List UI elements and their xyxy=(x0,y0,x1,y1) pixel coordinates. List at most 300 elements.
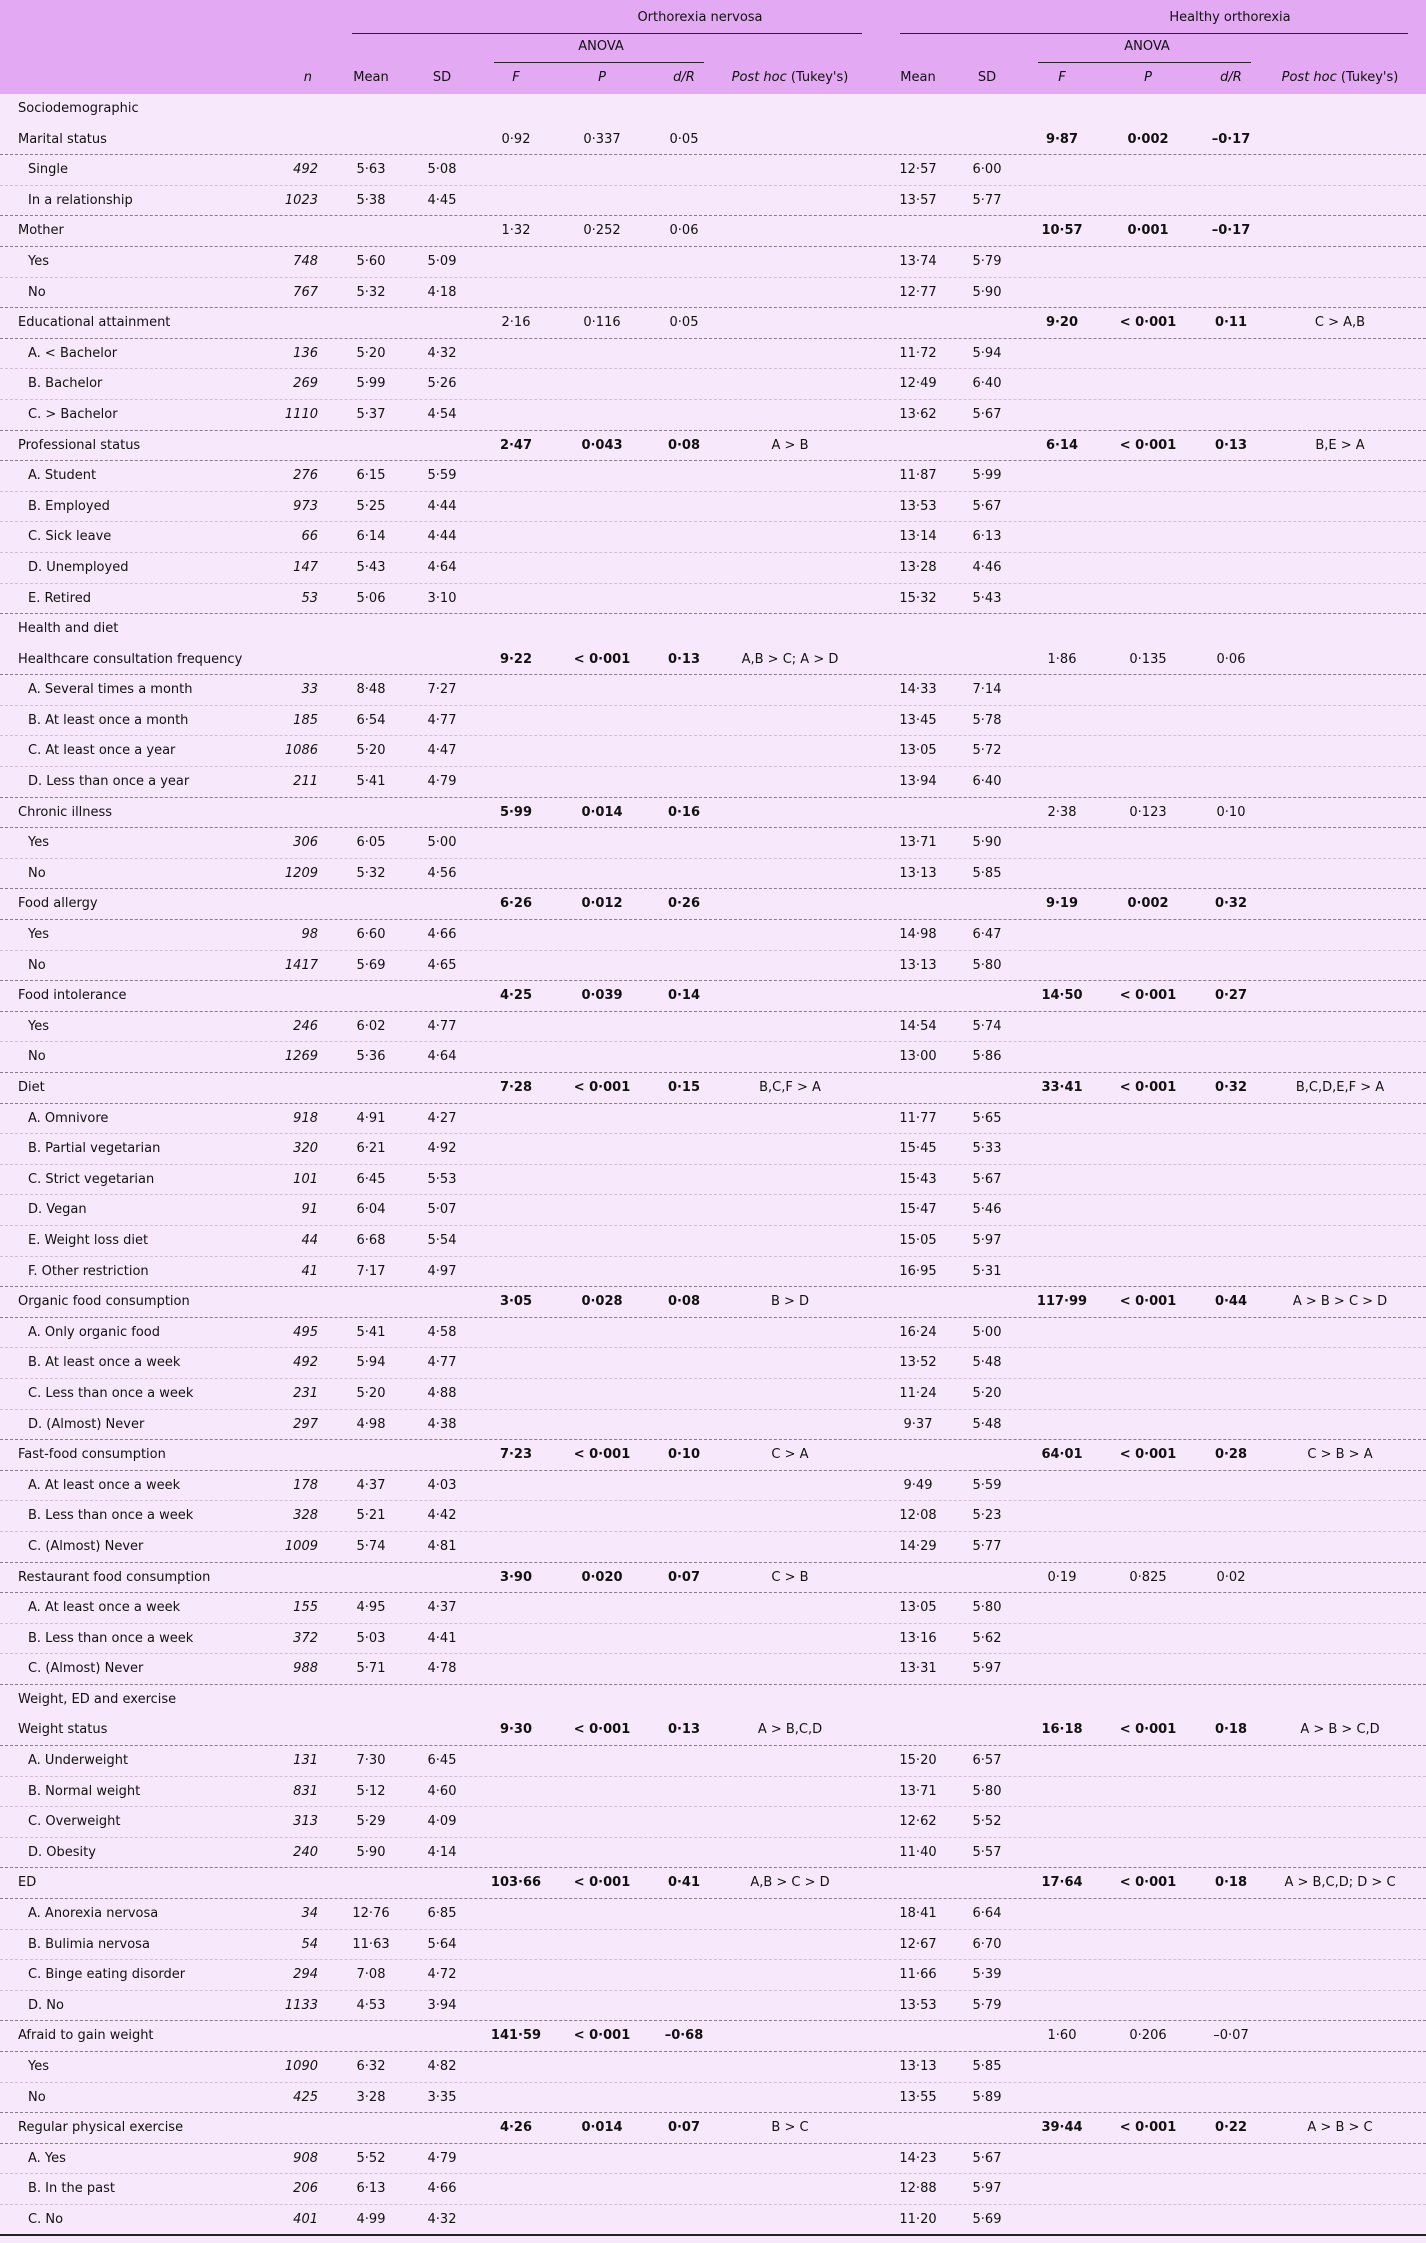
on-mean-value: 5·32 xyxy=(356,865,386,881)
level-row xyxy=(0,1226,1426,1257)
n-value: 136 xyxy=(293,345,318,361)
on-sd-value: 4·38 xyxy=(427,1416,457,1432)
ho-f-value: 10·57 xyxy=(1041,223,1083,239)
n-value: 328 xyxy=(293,1508,318,1524)
ho-p-value: 0·825 xyxy=(1129,1569,1167,1585)
ho-posthoc-value: A > B > C,D xyxy=(1300,1722,1380,1738)
ho-f-value: 9·87 xyxy=(1045,131,1079,147)
on-dr-value: 0·15 xyxy=(667,1080,701,1095)
ho-f-value: 2·38 xyxy=(1047,804,1077,820)
on-dr-value: –0·68 xyxy=(664,2028,704,2044)
ho-dr-value: 0·11 xyxy=(1214,315,1248,331)
ho-mean-value: 13·55 xyxy=(899,2089,937,2105)
on-mean-value: 7·30 xyxy=(356,1753,386,1769)
ho-sd-value: 5·79 xyxy=(972,1997,1002,2013)
on-mean-value: 6·45 xyxy=(356,1171,386,1187)
n-value: 246 xyxy=(293,1018,318,1034)
on-posthoc-value xyxy=(730,889,850,919)
ho-dr-value: –0·17 xyxy=(1211,223,1251,239)
ho-f-value: 14·50 xyxy=(1041,988,1083,1004)
row-label: Weight status xyxy=(18,1722,108,1738)
on-sd-value: 4·60 xyxy=(427,1783,457,1799)
variable-row xyxy=(0,431,1426,462)
on-mean-value: 5·94 xyxy=(356,1355,386,1371)
ho-mean-value: 13·16 xyxy=(899,1630,937,1646)
n-value: 131 xyxy=(293,1753,318,1769)
on-mean-value: 5·38 xyxy=(356,192,386,208)
section-row xyxy=(0,614,1426,645)
on-mean-value: 5·32 xyxy=(356,284,386,300)
ho-mean-value: 12·57 xyxy=(899,162,937,178)
on-mean-value: 5·90 xyxy=(356,1844,386,1860)
row-label: ED xyxy=(18,1875,37,1891)
table-header xyxy=(0,0,1426,94)
on-dr-value: 0·10 xyxy=(667,1447,701,1463)
row-label: E. Retired xyxy=(28,590,91,606)
level-row xyxy=(0,1012,1426,1043)
section-row xyxy=(0,1685,1426,1716)
ho-mean-value: 15·45 xyxy=(899,1141,937,1157)
ho-mean-value: 15·05 xyxy=(899,1232,937,1248)
row-label: Sociodemographic xyxy=(18,101,139,116)
on-sd-value: 5·00 xyxy=(427,835,457,851)
level-row xyxy=(0,1195,1426,1226)
ho-sd-value: 6·13 xyxy=(972,529,1002,545)
ho-mean-value: 15·32 xyxy=(899,590,937,606)
level-row xyxy=(0,1654,1426,1685)
ho-mean-value: 15·47 xyxy=(899,1202,937,1218)
on-mean-value: 5·20 xyxy=(356,345,386,361)
row-label: No xyxy=(28,1049,46,1065)
variable-row xyxy=(0,2113,1426,2144)
row-label: Yes xyxy=(28,927,49,943)
ho-p-value: < 0·001 xyxy=(1119,315,1177,331)
ho-sd-value: 5·80 xyxy=(972,1600,1002,1616)
ho-mean-value: 9·49 xyxy=(903,1477,933,1493)
row-label: Single xyxy=(28,162,68,178)
ho-dr-value: 0·10 xyxy=(1216,804,1246,820)
ho-p-value: < 0·001 xyxy=(1119,1722,1177,1738)
row-label: D. Less than once a year xyxy=(28,774,190,790)
level-row xyxy=(0,828,1426,859)
ho-posthoc-value: A > B,C,D; D > C xyxy=(1284,1875,1396,1891)
row-label: C. (Almost) Never xyxy=(28,1661,144,1677)
on-f-value: 141·59 xyxy=(490,2028,542,2044)
ho-mean-value: 11·40 xyxy=(899,1844,937,1860)
on-sd-value: 4·03 xyxy=(427,1477,457,1493)
ho-mean-value: 12·08 xyxy=(899,1508,937,1524)
row-label: In a relationship xyxy=(28,192,133,208)
n-heading: n xyxy=(303,70,312,85)
ho-mean-value: 12·49 xyxy=(899,376,937,392)
row-label: C. Less than once a week xyxy=(28,1385,194,1401)
n-value: 748 xyxy=(293,253,318,269)
row-label: No xyxy=(28,2089,46,2105)
level-row xyxy=(0,736,1426,767)
n-value: 66 xyxy=(301,529,318,545)
row-label: Yes xyxy=(28,2059,49,2074)
n-value: 294 xyxy=(293,1967,318,1983)
on-dr-value: 0·08 xyxy=(667,1294,701,1310)
ho-mean-value: 14·23 xyxy=(899,2150,937,2166)
ho-p-value: < 0·001 xyxy=(1119,988,1177,1004)
sd-heading: SD xyxy=(977,70,997,85)
on-posthoc-value: A > B xyxy=(771,437,809,453)
row-label: B. At least once a week xyxy=(28,1355,181,1371)
n-value: 178 xyxy=(293,1477,318,1493)
on-mean-value: 5·43 xyxy=(356,559,386,575)
ho-sd-value: 5·67 xyxy=(972,1171,1002,1187)
ho-mean-value: 13·14 xyxy=(899,529,937,545)
on-sd-value: 6·85 xyxy=(427,1906,457,1922)
level-row xyxy=(0,2052,1426,2083)
level-row xyxy=(0,2174,1426,2205)
ho-sd-value: 5·59 xyxy=(972,1477,1002,1493)
row-label: Food allergy xyxy=(18,896,98,912)
ho-mean-value: 16·24 xyxy=(899,1324,937,1340)
on-mean-value: 6·54 xyxy=(356,712,386,728)
ho-sd-value: 7·14 xyxy=(972,682,1002,698)
ho-sd-value: 5·99 xyxy=(972,468,1002,484)
ho-f-value: 9·20 xyxy=(1045,315,1079,331)
ho-posthoc-value xyxy=(1270,798,1410,828)
ho-mean-value: 13·53 xyxy=(899,498,937,514)
ho-sd-value: 5·74 xyxy=(972,1018,1002,1034)
on-sd-value: 4·78 xyxy=(427,1661,457,1677)
variable-row xyxy=(0,645,1426,676)
ho-mean-value: 13·05 xyxy=(899,1600,937,1616)
row-label: Yes xyxy=(28,253,49,269)
on-sd-value: 5·64 xyxy=(427,1936,457,1952)
on-posthoc-value: A,B > C; A > D xyxy=(741,651,839,667)
on-dr-value: 0·13 xyxy=(667,1722,701,1738)
ho-mean-value: 11·24 xyxy=(899,1385,937,1401)
row-label: E. Weight loss diet xyxy=(28,1232,149,1248)
ho-sd-value: 5·90 xyxy=(972,284,1002,300)
ho-f-value: 16·18 xyxy=(1041,1722,1083,1738)
on-p-value: 0·014 xyxy=(581,804,623,820)
ho-dr-value: 0·18 xyxy=(1214,1722,1248,1738)
row-label: Regular physical exercise xyxy=(18,2120,184,2136)
on-dr-value: 0·41 xyxy=(667,1875,701,1891)
on-f-value: 9·30 xyxy=(499,1722,533,1738)
on-sd-value: 3·94 xyxy=(427,1997,457,2013)
on-mean-value: 5·37 xyxy=(356,406,386,422)
ho-posthoc-value xyxy=(1270,645,1410,675)
ho-sd-value: 5·77 xyxy=(972,1538,1002,1554)
on-posthoc-value: B > D xyxy=(770,1294,810,1310)
ho-mean-value: 14·29 xyxy=(899,1538,937,1554)
orthorexia-nervosa-heading: Orthorexia nervosa xyxy=(637,10,763,25)
on-sd-value: 5·59 xyxy=(427,468,457,484)
row-label: A. Several times a month xyxy=(28,682,193,698)
on-mean-value: 5·20 xyxy=(356,743,386,759)
n-value: 1090 xyxy=(284,2059,318,2074)
ho-p-value: < 0·001 xyxy=(1119,437,1177,453)
on-mean-value: 6·04 xyxy=(356,1202,386,1218)
on-mean-value: 6·21 xyxy=(356,1141,386,1157)
row-label: Organic food consumption xyxy=(18,1294,190,1310)
variable-row xyxy=(0,1440,1426,1471)
ho-f-value: 33·41 xyxy=(1041,1080,1083,1095)
row-label: A. Student xyxy=(28,468,97,484)
on-sd-value: 4·14 xyxy=(427,1844,457,1860)
on-p-value: < 0·001 xyxy=(573,1875,631,1891)
n-value: 313 xyxy=(293,1814,318,1830)
ho-dr-value: 0·28 xyxy=(1214,1447,1248,1463)
ho-mean-value: 13·05 xyxy=(899,743,937,759)
on-sd-value: 7·27 xyxy=(427,682,457,698)
level-row xyxy=(0,1318,1426,1349)
ho-sd-value: 5·77 xyxy=(972,192,1002,208)
n-value: 240 xyxy=(293,1844,318,1860)
n-value: 91 xyxy=(301,1202,318,1218)
row-label: C. At least once a year xyxy=(28,743,176,759)
row-label: Weight, ED and exercise xyxy=(18,1691,177,1707)
ho-posthoc-value xyxy=(1270,2021,1410,2051)
n-value: 101 xyxy=(293,1171,318,1187)
on-mean-value: 5·41 xyxy=(356,774,386,790)
on-f-value: 3·90 xyxy=(499,1569,533,1585)
row-label: B. Bachelor xyxy=(28,376,103,392)
on-mean-value: 6·68 xyxy=(356,1232,386,1248)
variable-row xyxy=(0,1287,1426,1318)
on-posthoc-value: C > A xyxy=(771,1447,809,1463)
healthy-orthorexia-heading: Healthy orthorexia xyxy=(1169,10,1291,25)
level-row xyxy=(0,1532,1426,1563)
ho-mean-value: 12·67 xyxy=(899,1936,937,1952)
row-label: A. Anorexia nervosa xyxy=(28,1906,159,1922)
on-sd-value: 4·64 xyxy=(427,559,457,575)
ho-posthoc-value xyxy=(1270,889,1410,919)
on-dr-value: 0·16 xyxy=(667,804,701,820)
ho-mean-value: 13·45 xyxy=(899,712,937,728)
row-label: Chronic illness xyxy=(18,804,113,820)
on-sd-value: 4·42 xyxy=(427,1508,457,1524)
n-value: 276 xyxy=(293,468,318,484)
n-value: 767 xyxy=(293,284,318,300)
row-label: D. Vegan xyxy=(28,1202,87,1218)
level-row xyxy=(0,2144,1426,2175)
ho-posthoc-value: B,E > A xyxy=(1315,437,1365,453)
on-posthoc-value: B,C,F > A xyxy=(759,1080,821,1095)
row-label: Food intolerance xyxy=(18,988,127,1004)
ho-mean-value: 15·43 xyxy=(899,1171,937,1187)
on-sd-value: 4·72 xyxy=(427,1967,457,1983)
on-f-value: 4·26 xyxy=(499,2120,533,2136)
level-row xyxy=(0,1134,1426,1165)
on-mean-value: 4·95 xyxy=(356,1600,386,1616)
ho-f-value: 39·44 xyxy=(1041,2120,1083,2136)
ho-posthoc-value xyxy=(1270,981,1410,1011)
dr-heading: d/R xyxy=(1220,70,1242,85)
on-mean-value: 5·52 xyxy=(356,2150,386,2166)
ho-mean-value: 15·20 xyxy=(899,1753,937,1769)
table-body xyxy=(0,94,1426,2236)
ho-mean-value: 13·52 xyxy=(899,1355,937,1371)
on-mean-value: 7·08 xyxy=(356,1967,386,1983)
on-dr-value: 0·05 xyxy=(669,315,699,331)
variable-row xyxy=(0,981,1426,1012)
ho-mean-value: 13·57 xyxy=(899,192,937,208)
ho-p-value: 0·002 xyxy=(1127,131,1169,147)
header-rule xyxy=(1038,62,1251,63)
ho-sd-value: 5·80 xyxy=(972,1783,1002,1799)
ho-p-value: < 0·001 xyxy=(1119,1447,1177,1463)
ho-posthoc-value: A > B > C xyxy=(1307,2120,1373,2136)
n-value: 492 xyxy=(293,162,318,178)
on-sd-value: 4·41 xyxy=(427,1630,457,1646)
level-row xyxy=(0,1410,1426,1441)
on-dr-value: 0·08 xyxy=(667,437,701,453)
ho-sd-value: 5·85 xyxy=(972,2059,1002,2074)
ho-dr-value: 0·44 xyxy=(1214,1294,1248,1310)
on-mean-value: 4·99 xyxy=(356,2211,386,2227)
ho-sd-value: 5·80 xyxy=(972,957,1002,973)
n-value: 320 xyxy=(293,1141,318,1157)
variable-row xyxy=(0,1715,1426,1746)
ho-sd-value: 6·57 xyxy=(972,1753,1002,1769)
level-row xyxy=(0,1104,1426,1135)
on-sd-value: 4·66 xyxy=(427,2181,457,2197)
ho-p-value: < 0·001 xyxy=(1119,1875,1177,1891)
on-mean-value: 5·63 xyxy=(356,162,386,178)
ho-sd-value: 5·97 xyxy=(972,2181,1002,2197)
ho-mean-value: 11·20 xyxy=(899,2211,937,2227)
on-sd-value: 4·64 xyxy=(427,1049,457,1065)
level-row xyxy=(0,1348,1426,1379)
on-sd-value: 4·18 xyxy=(427,284,457,300)
on-f-value: 6·26 xyxy=(499,896,533,912)
n-value: 492 xyxy=(293,1355,318,1371)
on-mean-value: 4·91 xyxy=(356,1110,386,1126)
ho-dr-value: 0·13 xyxy=(1214,437,1248,453)
level-row xyxy=(0,492,1426,523)
on-p-value: 0·028 xyxy=(581,1294,623,1310)
f-heading: F xyxy=(512,70,520,85)
row-label: Educational attainment xyxy=(18,315,171,331)
on-p-value: 0·043 xyxy=(581,437,623,453)
row-label: C. Overweight xyxy=(28,1814,121,1830)
level-row xyxy=(0,278,1426,309)
row-label: Diet xyxy=(18,1080,45,1095)
ho-mean-value: 13·13 xyxy=(899,2059,937,2074)
on-p-value: 0·020 xyxy=(581,1569,623,1585)
on-posthoc-value xyxy=(730,2021,850,2051)
on-sd-value: 4·88 xyxy=(427,1385,457,1401)
row-label: C. (Almost) Never xyxy=(28,1538,144,1554)
level-row xyxy=(0,1501,1426,1532)
n-value: 34 xyxy=(301,1906,318,1922)
n-value: 1009 xyxy=(284,1538,318,1554)
row-label: Fast-food consumption xyxy=(18,1447,166,1463)
ho-mean-value: 13·31 xyxy=(899,1661,937,1677)
on-sd-value: 4·77 xyxy=(427,1018,457,1034)
row-label: A. Yes xyxy=(28,2150,66,2166)
on-mean-value: 6·60 xyxy=(356,927,386,943)
on-mean-value: 5·21 xyxy=(356,1508,386,1524)
on-sd-value: 4·54 xyxy=(427,406,457,422)
ho-sd-value: 5·72 xyxy=(972,743,1002,759)
on-sd-value: 4·66 xyxy=(427,927,457,943)
on-dr-value: 0·06 xyxy=(669,223,699,239)
on-posthoc-value xyxy=(730,216,850,246)
n-value: 297 xyxy=(293,1416,318,1432)
row-label: Mother xyxy=(18,223,64,239)
ho-sd-value: 5·31 xyxy=(972,1263,1002,1279)
ho-dr-value: 0·02 xyxy=(1216,1569,1246,1585)
on-posthoc-value xyxy=(730,798,850,828)
on-sd-value: 4·45 xyxy=(427,192,457,208)
section-row xyxy=(0,94,1426,125)
on-sd-value: 4·58 xyxy=(427,1324,457,1340)
on-sd-value: 4·65 xyxy=(427,957,457,973)
on-sd-value: 3·35 xyxy=(427,2089,457,2105)
n-value: 98 xyxy=(301,927,318,943)
row-label: B. Normal weight xyxy=(28,1783,141,1799)
on-f-value: 3·05 xyxy=(499,1294,533,1310)
ho-sd-value: 5·94 xyxy=(972,345,1002,361)
on-mean-value: 6·14 xyxy=(356,529,386,545)
on-f-value: 0·92 xyxy=(501,131,531,147)
on-dr-value: 0·13 xyxy=(667,651,701,667)
ho-sd-value: 5·79 xyxy=(972,253,1002,269)
n-value: 1209 xyxy=(284,865,318,881)
n-value: 44 xyxy=(301,1232,318,1248)
ho-sd-value: 5·90 xyxy=(972,835,1002,851)
level-row xyxy=(0,1165,1426,1196)
header-rule xyxy=(900,33,1408,34)
on-sd-value: 4·44 xyxy=(427,529,457,545)
level-row xyxy=(0,1379,1426,1410)
on-sd-value: 4·79 xyxy=(427,774,457,790)
ho-p-value: < 0·001 xyxy=(1119,2120,1177,2136)
level-row xyxy=(0,1960,1426,1991)
on-sd-value: 5·26 xyxy=(427,376,457,392)
on-mean-value: 5·71 xyxy=(356,1661,386,1677)
n-value: 41 xyxy=(301,1263,318,1279)
n-value: 831 xyxy=(293,1783,318,1799)
row-label: A. Underweight xyxy=(28,1753,129,1769)
level-row xyxy=(0,1593,1426,1624)
ho-dr-value: 0·18 xyxy=(1214,1875,1248,1891)
n-value: 1086 xyxy=(284,743,318,759)
row-label: B. Less than once a week xyxy=(28,1630,194,1646)
ho-mean-value: 11·77 xyxy=(899,1110,937,1126)
row-label: D. No xyxy=(28,1997,64,2013)
n-value: 988 xyxy=(293,1661,318,1677)
ho-mean-value: 13·13 xyxy=(899,957,937,973)
row-label: C. > Bachelor xyxy=(28,406,118,422)
ho-sd-value: 5·46 xyxy=(972,1202,1002,1218)
n-value: 206 xyxy=(293,2181,318,2197)
row-label: Afraid to gain weight xyxy=(18,2028,154,2044)
ho-mean-value: 11·66 xyxy=(899,1967,937,1983)
on-mean-value: 5·20 xyxy=(356,1385,386,1401)
on-mean-value: 5·36 xyxy=(356,1049,386,1065)
p-heading: P xyxy=(598,70,606,85)
level-row xyxy=(0,584,1426,615)
row-label: Restaurant food consumption xyxy=(18,1569,211,1585)
ho-mean-value: 14·33 xyxy=(899,682,937,698)
ho-sd-value: 5·39 xyxy=(972,1967,1002,1983)
ho-dr-value: 0·06 xyxy=(1216,651,1246,667)
n-value: 1269 xyxy=(284,1049,318,1065)
row-label: D. Unemployed xyxy=(28,559,129,575)
n-value: 269 xyxy=(293,376,318,392)
ho-mean-value: 13·74 xyxy=(899,253,937,269)
n-value: 1023 xyxy=(284,192,318,208)
